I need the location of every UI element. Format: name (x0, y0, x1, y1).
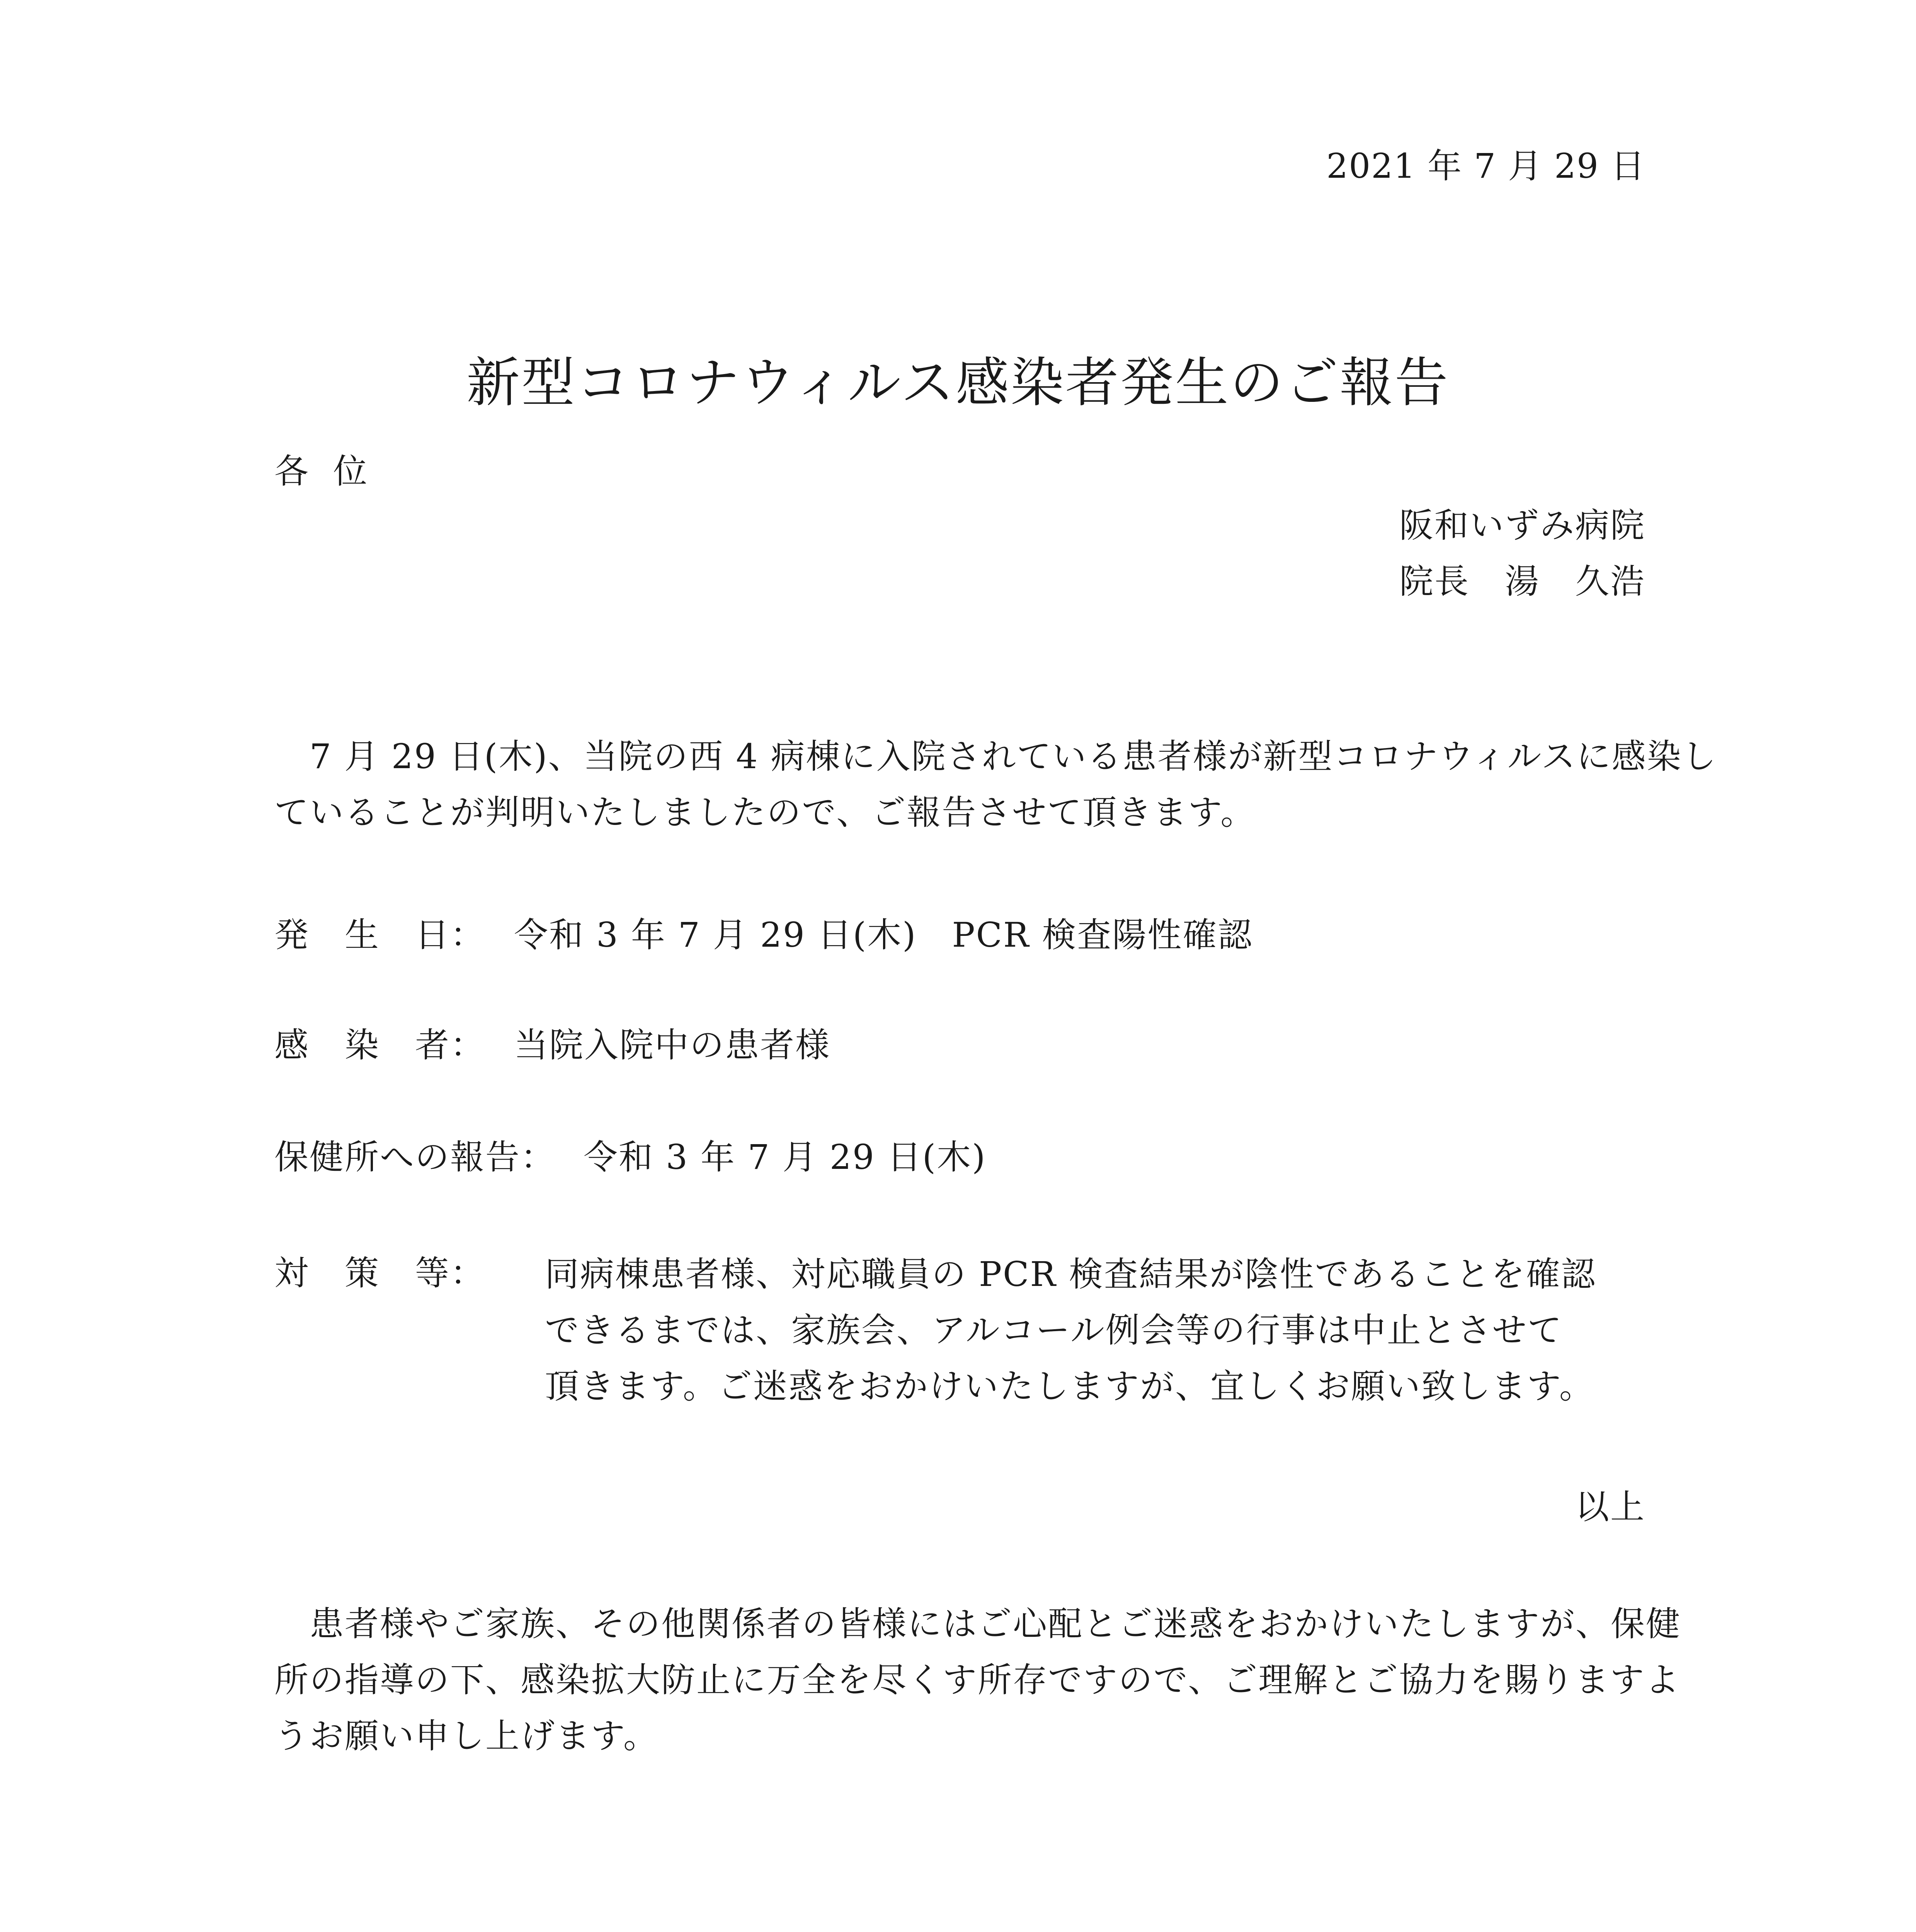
detail-value: 令和 3 年 7 月 29 日(木) PCR 検査陽性確認 (514, 915, 1253, 955)
intro-line: 7 月 29 日(木)、当院の西 4 病棟に入院されている患者様が新型コロナウィルスに感染し (274, 736, 1717, 776)
detail-value (545, 1246, 1596, 1414)
sender-name: 院長 湯 久浩 (1399, 561, 1645, 601)
outro-paragraph (274, 1596, 1681, 1764)
intro-paragraph (274, 728, 1717, 840)
measures-line: 頂きます。ご迷惑をおかけいたしますが、宜しくお願い致します。 (545, 1366, 1594, 1406)
outro-line: 患者様やご家族、その他関係者の皆様にはご心配とご迷惑をおかけいたしますが、保健 (274, 1604, 1681, 1644)
detail-label: 感 染 者： (274, 1025, 486, 1065)
outro-line: うお願い申し上げます。 (274, 1716, 659, 1756)
sender-organization: 阪和いずみ病院 (1399, 505, 1645, 545)
detail-label: 発 生 日： (274, 915, 486, 955)
detail-label: 対 策 等： (274, 1253, 486, 1293)
detail-value: 令和 3 年 7 月 29 日(木) (584, 1137, 987, 1177)
detail-label: 保健所への報告： (274, 1137, 556, 1177)
document-title: 新型コロナウィルス感染者発生のご報告 (466, 352, 1450, 414)
detail-value: 当院入院中の患者様 (514, 1025, 831, 1065)
intro-line: ていることが判明いたしましたので、ご報告させて頂きます。 (274, 793, 1256, 832)
closing-word: 以上 (1575, 1487, 1645, 1527)
outro-line: 所の指導の下、感染拡大防止に万全を尽くす所存ですので、ご理解とご協力を賜りますよ (274, 1660, 1681, 1700)
document-date: 2021 年 7 月 29 日 (1326, 146, 1645, 186)
addressee: 各位 (274, 451, 392, 491)
measures-line: 同病棟患者様、対応職員の PCR 検査結果が陰性であることを確認 (545, 1254, 1596, 1294)
measures-line: できるまでは、家族会、アルコール例会等の行事は中止とさせて (545, 1310, 1563, 1350)
